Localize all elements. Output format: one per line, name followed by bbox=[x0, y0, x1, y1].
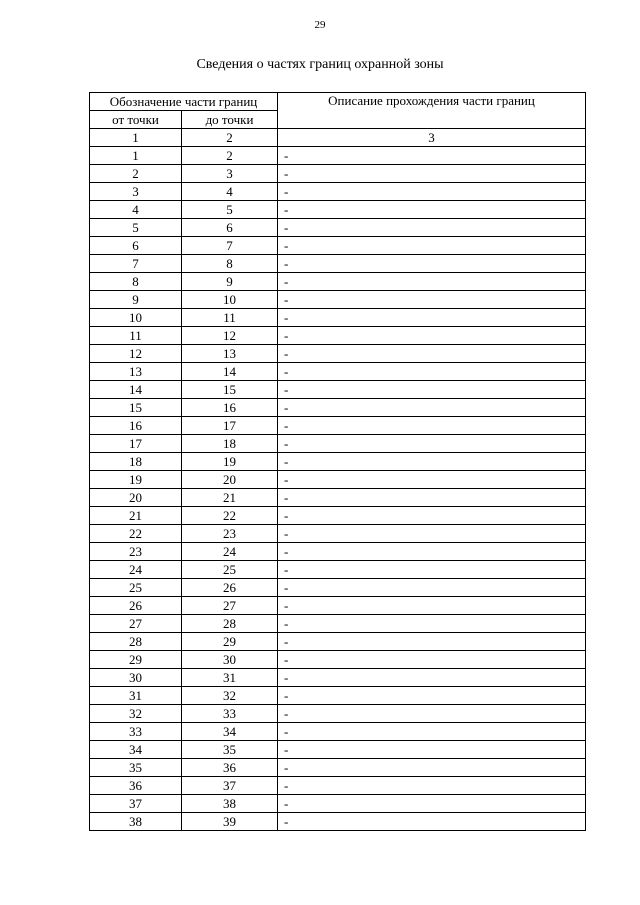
from-point-cell: 34 bbox=[90, 741, 182, 759]
header-from-point: от точки bbox=[90, 111, 182, 129]
table-row bbox=[90, 255, 586, 273]
table-row bbox=[90, 669, 586, 687]
table-row bbox=[90, 741, 586, 759]
description-cell: - bbox=[278, 525, 586, 543]
table-row bbox=[90, 705, 586, 723]
description-cell: - bbox=[278, 435, 586, 453]
description-cell: - bbox=[278, 633, 586, 651]
description-cell: - bbox=[278, 183, 586, 201]
description-cell: - bbox=[278, 363, 586, 381]
to-point-cell: 24 bbox=[182, 543, 278, 561]
boundary-parts-table bbox=[89, 92, 586, 831]
to-point-cell: 26 bbox=[182, 579, 278, 597]
description-cell: - bbox=[278, 345, 586, 363]
table-row bbox=[90, 381, 586, 399]
to-point-cell: 18 bbox=[182, 435, 278, 453]
description-cell: - bbox=[278, 471, 586, 489]
description-cell: - bbox=[278, 237, 586, 255]
from-point-cell: 19 bbox=[90, 471, 182, 489]
table-row bbox=[90, 201, 586, 219]
table-row bbox=[90, 435, 586, 453]
table-row bbox=[90, 417, 586, 435]
to-point-cell: 27 bbox=[182, 597, 278, 615]
from-point-cell: 1 bbox=[90, 147, 182, 165]
from-point-cell: 23 bbox=[90, 543, 182, 561]
description-cell: - bbox=[278, 705, 586, 723]
to-point-cell: 28 bbox=[182, 615, 278, 633]
to-point-cell: 7 bbox=[182, 237, 278, 255]
from-point-cell: 20 bbox=[90, 489, 182, 507]
description-cell: - bbox=[278, 165, 586, 183]
description-cell: - bbox=[278, 759, 586, 777]
header-boundary-designation: Обозначение части границ bbox=[90, 93, 278, 111]
to-point-cell: 30 bbox=[182, 651, 278, 669]
to-point-cell: 6 bbox=[182, 219, 278, 237]
to-point-cell: 3 bbox=[182, 165, 278, 183]
description-cell: - bbox=[278, 777, 586, 795]
from-point-cell: 24 bbox=[90, 561, 182, 579]
from-point-cell: 16 bbox=[90, 417, 182, 435]
from-point-cell: 25 bbox=[90, 579, 182, 597]
from-point-cell: 6 bbox=[90, 237, 182, 255]
from-point-cell: 26 bbox=[90, 597, 182, 615]
to-point-cell: 22 bbox=[182, 507, 278, 525]
from-point-cell: 14 bbox=[90, 381, 182, 399]
description-cell: - bbox=[278, 201, 586, 219]
table-row bbox=[90, 273, 586, 291]
to-point-cell: 37 bbox=[182, 777, 278, 795]
description-cell: - bbox=[278, 543, 586, 561]
table-row bbox=[90, 525, 586, 543]
to-point-cell: 19 bbox=[182, 453, 278, 471]
description-cell: - bbox=[278, 669, 586, 687]
from-point-cell: 21 bbox=[90, 507, 182, 525]
page-number: 29 bbox=[314, 19, 326, 31]
description-cell: - bbox=[278, 219, 586, 237]
description-cell: - bbox=[278, 381, 586, 399]
from-point-cell: 10 bbox=[90, 309, 182, 327]
from-point-cell: 2 bbox=[90, 165, 182, 183]
from-point-cell: 4 bbox=[90, 201, 182, 219]
to-point-cell: 9 bbox=[182, 273, 278, 291]
table-row bbox=[90, 471, 586, 489]
description-cell: - bbox=[278, 417, 586, 435]
description-cell: - bbox=[278, 147, 586, 165]
table-body bbox=[90, 147, 586, 831]
from-point-cell: 28 bbox=[90, 633, 182, 651]
from-point-cell: 15 bbox=[90, 399, 182, 417]
to-point-cell: 31 bbox=[182, 669, 278, 687]
table-row bbox=[90, 147, 586, 165]
from-point-cell: 17 bbox=[90, 435, 182, 453]
table-row bbox=[90, 633, 586, 651]
table-row bbox=[90, 453, 586, 471]
table-row bbox=[90, 759, 586, 777]
description-cell: - bbox=[278, 579, 586, 597]
from-point-cell: 30 bbox=[90, 669, 182, 687]
from-point-cell: 3 bbox=[90, 183, 182, 201]
table-row bbox=[90, 345, 586, 363]
from-point-cell: 7 bbox=[90, 255, 182, 273]
to-point-cell: 5 bbox=[182, 201, 278, 219]
column-number: 2 bbox=[182, 129, 278, 147]
to-point-cell: 13 bbox=[182, 345, 278, 363]
to-point-cell: 12 bbox=[182, 327, 278, 345]
table-row bbox=[90, 291, 586, 309]
table-row bbox=[90, 723, 586, 741]
to-point-cell: 15 bbox=[182, 381, 278, 399]
table-row bbox=[90, 507, 586, 525]
to-point-cell: 29 bbox=[182, 633, 278, 651]
header-description: Описание прохождения части границ bbox=[278, 93, 586, 129]
table-row bbox=[90, 777, 586, 795]
to-point-cell: 21 bbox=[182, 489, 278, 507]
from-point-cell: 32 bbox=[90, 705, 182, 723]
description-cell: - bbox=[278, 399, 586, 417]
table-row bbox=[90, 543, 586, 561]
table-row bbox=[90, 597, 586, 615]
description-cell: - bbox=[278, 453, 586, 471]
description-cell: - bbox=[278, 597, 586, 615]
description-cell: - bbox=[278, 309, 586, 327]
table-row bbox=[90, 795, 586, 813]
to-point-cell: 4 bbox=[182, 183, 278, 201]
description-cell: - bbox=[278, 291, 586, 309]
table-row bbox=[90, 165, 586, 183]
to-point-cell: 33 bbox=[182, 705, 278, 723]
to-point-cell: 38 bbox=[182, 795, 278, 813]
table-row bbox=[90, 327, 586, 345]
to-point-cell: 23 bbox=[182, 525, 278, 543]
table-row bbox=[90, 363, 586, 381]
column-number-row bbox=[90, 129, 586, 147]
description-cell: - bbox=[278, 687, 586, 705]
table-row bbox=[90, 399, 586, 417]
table-row bbox=[90, 219, 586, 237]
from-point-cell: 11 bbox=[90, 327, 182, 345]
to-point-cell: 34 bbox=[182, 723, 278, 741]
description-cell: - bbox=[278, 795, 586, 813]
description-cell: - bbox=[278, 327, 586, 345]
from-point-cell: 22 bbox=[90, 525, 182, 543]
table-row bbox=[90, 489, 586, 507]
table-row bbox=[90, 237, 586, 255]
from-point-cell: 8 bbox=[90, 273, 182, 291]
description-cell: - bbox=[278, 813, 586, 831]
from-point-cell: 31 bbox=[90, 687, 182, 705]
table-row bbox=[90, 615, 586, 633]
from-point-cell: 36 bbox=[90, 777, 182, 795]
description-cell: - bbox=[278, 489, 586, 507]
table-row bbox=[90, 183, 586, 201]
table-row bbox=[90, 561, 586, 579]
description-cell: - bbox=[278, 507, 586, 525]
table-row bbox=[90, 813, 586, 831]
from-point-cell: 33 bbox=[90, 723, 182, 741]
to-point-cell: 32 bbox=[182, 687, 278, 705]
to-point-cell: 36 bbox=[182, 759, 278, 777]
document-title: Сведения о частях границ охранной зоны bbox=[196, 57, 444, 72]
table-row bbox=[90, 651, 586, 669]
to-point-cell: 35 bbox=[182, 741, 278, 759]
to-point-cell: 10 bbox=[182, 291, 278, 309]
to-point-cell: 16 bbox=[182, 399, 278, 417]
from-point-cell: 38 bbox=[90, 813, 182, 831]
table-row bbox=[90, 579, 586, 597]
to-point-cell: 14 bbox=[182, 363, 278, 381]
from-point-cell: 37 bbox=[90, 795, 182, 813]
table-header bbox=[90, 93, 586, 147]
table-row bbox=[90, 309, 586, 327]
from-point-cell: 5 bbox=[90, 219, 182, 237]
to-point-cell: 11 bbox=[182, 309, 278, 327]
to-point-cell: 39 bbox=[182, 813, 278, 831]
from-point-cell: 12 bbox=[90, 345, 182, 363]
from-point-cell: 29 bbox=[90, 651, 182, 669]
header-to-point: до точки bbox=[182, 111, 278, 129]
from-point-cell: 13 bbox=[90, 363, 182, 381]
to-point-cell: 17 bbox=[182, 417, 278, 435]
description-cell: - bbox=[278, 255, 586, 273]
description-cell: - bbox=[278, 561, 586, 579]
to-point-cell: 2 bbox=[182, 147, 278, 165]
description-cell: - bbox=[278, 723, 586, 741]
description-cell: - bbox=[278, 273, 586, 291]
from-point-cell: 35 bbox=[90, 759, 182, 777]
to-point-cell: 20 bbox=[182, 471, 278, 489]
column-number: 1 bbox=[90, 129, 182, 147]
description-cell: - bbox=[278, 651, 586, 669]
description-cell: - bbox=[278, 615, 586, 633]
to-point-cell: 25 bbox=[182, 561, 278, 579]
table-row bbox=[90, 687, 586, 705]
to-point-cell: 8 bbox=[182, 255, 278, 273]
column-number: 3 bbox=[278, 129, 586, 147]
from-point-cell: 9 bbox=[90, 291, 182, 309]
description-cell: - bbox=[278, 741, 586, 759]
from-point-cell: 27 bbox=[90, 615, 182, 633]
from-point-cell: 18 bbox=[90, 453, 182, 471]
